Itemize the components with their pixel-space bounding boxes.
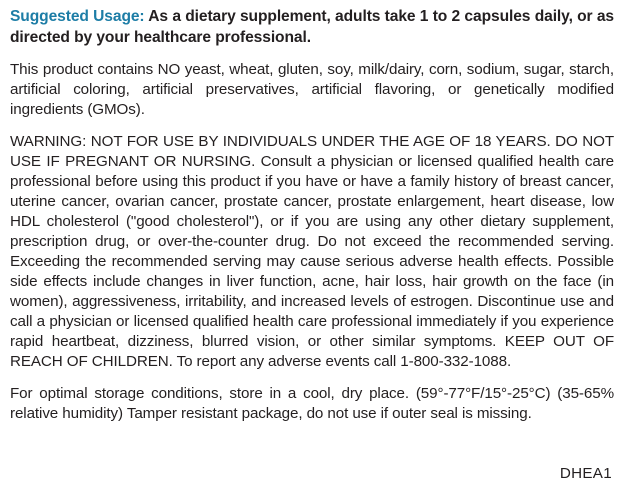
suggested-usage [10,6,614,48]
suggested-usage-heading: Suggested Usage: [10,8,145,25]
warning-text: WARNING: NOT FOR USE BY INDIVIDUALS UNDER THE AGE OF 18 YEARS. DO NOT USE IF PREGNANT OR NURSING. Consult a physician or licensed qualified health care professional before using this product if you have or have a family history of breast cancer, uterine cancer, ovarian cancer, prostate cancer, prostate enlargement, heart disease, low HDL cholesterol ("good cholesterol"), or if you are using any other dietary supplement, prescription drug, or over-the-counter drug. Do not exceed the recommended serving. Exceeding the recommended serving may cause serious adverse health effects. Possible side effects include changes in liver function, acne, hair loss, hair growth on the face (in women), aggressiveness, irritability, and increased levels of estrogen. Discontinue use and call a physician or licensed qualified health care professional immediately if you experience rapid heartbeat, dizziness, blurred vision, or other similar symptoms. KEEP OUT OF REACH OF CHILDREN. To report any adverse events call 1-800-332-1088. [10,133,614,370]
ingredients-note: This product contains NO yeast, wheat, gluten, soy, milk/dairy, corn, sodium, sugar, starch, artificial coloring, artificial preservatives, artificial flavoring, or genetically modified ingredients (GMOs). [10,61,614,118]
storage-instructions: For optimal storage conditions, store in a cool, dry place. (59°-77°F/15°-25°C) (35-65% relative humidity) Tamper resistant package, do not use if outer seal is missing. [10,385,614,422]
suggested-usage-text: As a dietary supplement, adults take 1 to 2 capsules daily, or as directed by your healthcare professional. [10,8,614,46]
product-code: DHEA1 [559,465,612,482]
